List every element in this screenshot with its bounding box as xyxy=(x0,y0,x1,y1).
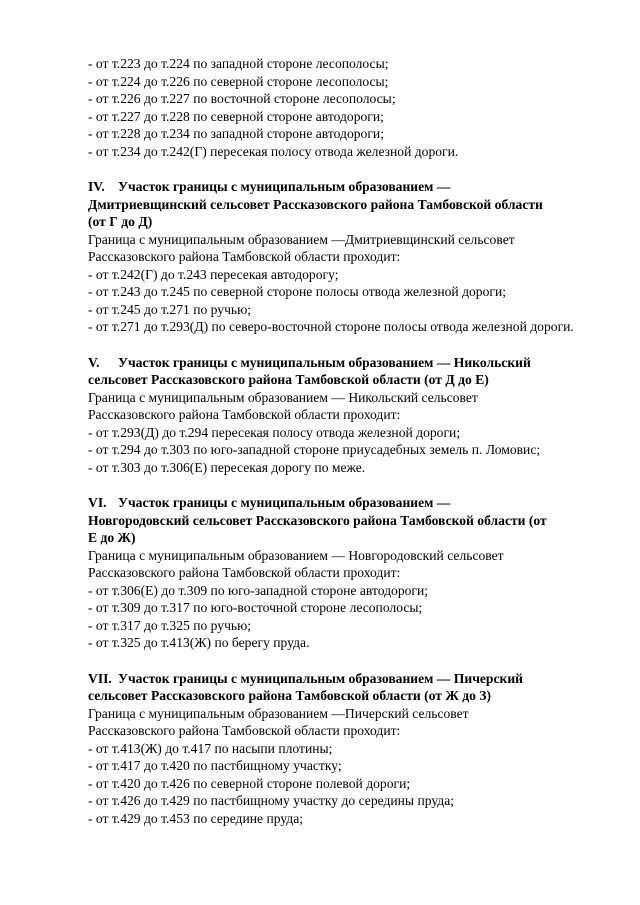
section-intro-line: Граница с муниципальным образованием —Дмитриевщинский сельсовет xyxy=(88,231,515,247)
heading-line: Участок границы с муниципальным образованием — xyxy=(118,495,451,510)
list-item: - от т.303 до т.306(Е) пересекая дорогу по меже. xyxy=(88,459,366,475)
heading-line: Е до Ж) xyxy=(88,530,136,545)
section-v xyxy=(88,354,602,477)
heading-line: (от Г до Д) xyxy=(88,214,153,229)
list-item: - от т.271 до т.293(Д) по северо-восточной стороне полосы отвода железной дороги. xyxy=(88,319,574,334)
intro-list xyxy=(88,55,602,160)
section-number: IV. xyxy=(88,179,105,194)
list-item: - от т.317 до т.325 по ручью; xyxy=(88,617,252,633)
heading-line: Участок границы с муниципальным образованием — xyxy=(118,179,451,194)
section-intro-line: Граница с муниципальным образованием — Новгородовский сельсовет xyxy=(88,547,504,563)
list-item: - от т.227 до т.228 по северной стороне автодороги; xyxy=(88,108,384,124)
list-item: - от т.243 до т.245 по северной стороне полосы отвода железной дороги; xyxy=(88,284,507,299)
section-intro-line: Граница с муниципальным образованием — Никольский сельсовет xyxy=(88,389,478,405)
list-item: - от т.293(Д) до т.294 пересекая полосу отвода железной дороги; xyxy=(88,424,461,440)
section-number: VI. xyxy=(88,495,107,510)
list-item: - от т.224 до т.226 по северной стороне лесополосы; xyxy=(88,73,389,89)
section-vi xyxy=(88,494,602,652)
section-intro-line: Рассказовского района Тамбовской области проходит: xyxy=(88,565,401,580)
section-vii xyxy=(88,670,602,828)
heading-line: Новгородовский сельсовет Рассказовского района Тамбовской области (от xyxy=(88,512,547,528)
list-item: - от т.309 до т.317 по юго-восточной стороне лесополосы; xyxy=(88,600,423,615)
list-item: - от т.417 до т.420 по пастбищному участку; xyxy=(88,758,342,773)
list-item: - от т.228 до т.234 по западной стороне автодороги; xyxy=(88,126,384,141)
section-number: V. xyxy=(88,354,100,370)
section-intro-line: Рассказовского района Тамбовской области проходит: xyxy=(88,723,401,738)
section-heading xyxy=(88,494,602,547)
section-iv xyxy=(88,178,602,336)
list-item: - от т.325 до т.413(Ж) по берегу пруда. xyxy=(88,635,310,650)
section-intro-line: Рассказовского района Тамбовской области проходит: xyxy=(88,407,401,422)
section-heading xyxy=(88,178,602,231)
section-number: VII. xyxy=(88,670,112,686)
list-item: - от т.245 до т.271 по ручью; xyxy=(88,301,252,317)
list-item: - от т.223 до т.224 по западной стороне лесополосы; xyxy=(88,56,389,71)
list-item: - от т.413(Ж) до т.417 по насыпи плотины; xyxy=(88,740,333,756)
section-heading xyxy=(88,670,602,705)
list-item: - от т.420 до т.426 по северной стороне полевой дороги; xyxy=(88,775,411,791)
heading-line: Дмитриевщинский сельсовет Рассказовского района Тамбовской области xyxy=(88,196,543,212)
list-item: - от т.294 до т.303 по юго-западной стороне приусадебных земель п. Ломовис; xyxy=(88,442,541,457)
list-item: - от т.242(Г) до т.243 пересекая автодорогу; xyxy=(88,266,339,282)
list-item: - от т.234 до т.242(Г) пересекая полосу отвода железной дороги. xyxy=(88,143,459,159)
heading-line: Участок границы с муниципальным образованием — Пичерский xyxy=(118,670,523,686)
heading-line: сельсовет Рассказовского района Тамбовской области (от Д до Е) xyxy=(88,372,489,387)
section-heading xyxy=(88,354,602,389)
section-intro-line: Рассказовского района Тамбовской области проходит: xyxy=(88,249,401,264)
list-item: - от т.226 до т.227 по восточной стороне лесополосы; xyxy=(88,91,396,106)
document-page xyxy=(88,55,602,827)
heading-line: сельсовет Рассказовского района Тамбовской области (от Ж до З) xyxy=(88,688,491,703)
list-item: - от т.429 до т.453 по середине пруда; xyxy=(88,810,304,826)
list-item: - от т.306(Е) до т.309 по юго-западной стороне автодороги; xyxy=(88,582,429,598)
list-item: - от т.426 до т.429 по пастбищному участку до середины пруда; xyxy=(88,793,455,808)
section-intro-line: Граница с муниципальным образованием —Пичерский сельсовет xyxy=(88,705,469,721)
heading-line: Участок границы с муниципальным образованием — Никольский xyxy=(118,354,531,370)
